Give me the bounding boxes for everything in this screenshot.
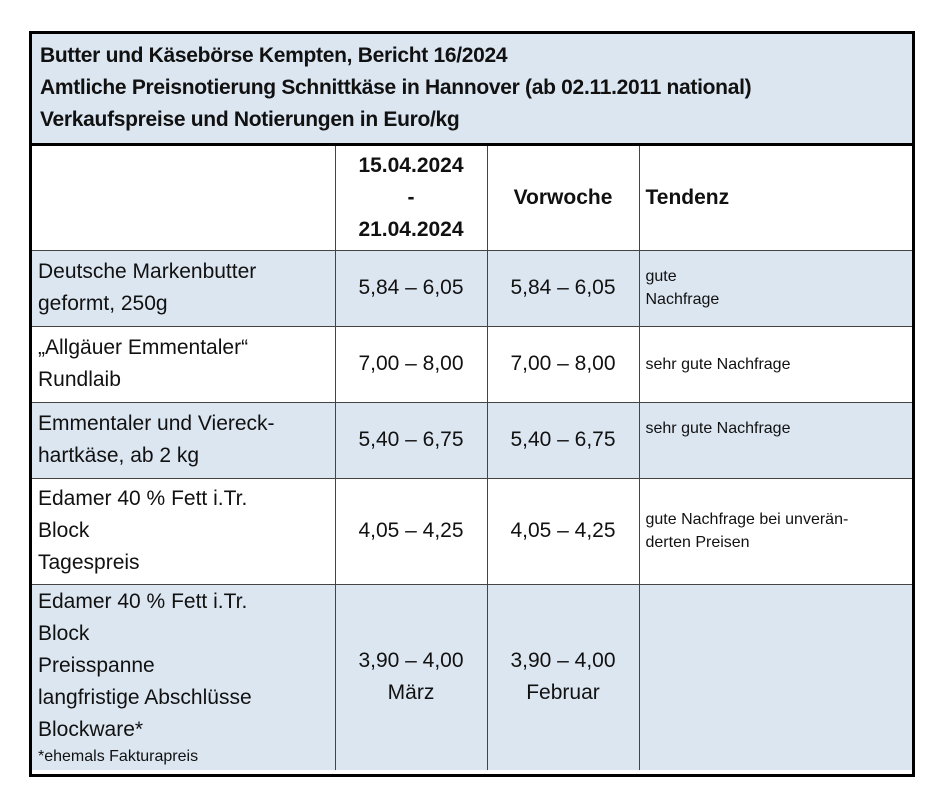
header-previous-week: Vorwoche <box>487 146 639 250</box>
product-line: Block <box>38 519 90 542</box>
trend-line: gute <box>645 268 677 285</box>
price-table <box>32 146 912 770</box>
previous-price: 5,40 – 6,75 <box>487 402 639 478</box>
trend-cell <box>639 250 912 326</box>
report-units: Verkaufspreise und Notierungen in Euro/kg <box>40 108 460 131</box>
product-line: „Allgäuer Emmentaler“ <box>38 336 249 359</box>
trend-line: derten Preisen <box>645 534 750 551</box>
report-subtitle: Amtliche Preisnotierung Schnittkäse in Hannover (ab 02.11.2011 national) <box>40 76 752 99</box>
trend-line: sehr gute Nachfrage <box>645 419 791 437</box>
current-price: 7,00 – 8,00 <box>335 326 487 402</box>
current-price: 5,40 – 6,75 <box>335 402 487 478</box>
product-line: geformt, 250g <box>38 292 168 315</box>
trend-cell <box>639 326 912 402</box>
trend-line: Nachfrage <box>645 291 720 308</box>
current-price-cell <box>335 584 487 770</box>
product-line: Block <box>38 622 90 646</box>
header-empty-cell <box>32 146 335 250</box>
product-line: Rundlaib <box>38 368 121 391</box>
previous-price: 4,05 – 4,25 <box>487 478 639 584</box>
previous-price: 3,90 – 4,00 <box>510 649 616 673</box>
current-price: 3,90 – 4,00 <box>358 649 464 673</box>
product-line: Edamer 40 % Fett i.Tr. <box>38 487 248 510</box>
price-report-table <box>29 31 915 777</box>
column-header-row <box>32 146 912 250</box>
product-cell <box>32 326 335 402</box>
trend-line: sehr gute Nachfrage <box>645 355 791 373</box>
previous-price: 7,00 – 8,00 <box>487 326 639 402</box>
table-row <box>32 250 912 326</box>
table-row <box>32 326 912 402</box>
product-line: Tagespreis <box>38 551 140 574</box>
trend-cell <box>639 402 912 478</box>
table-row <box>32 584 912 770</box>
current-period-start: 15.04.2024 <box>358 153 464 177</box>
report-title-block <box>32 34 912 146</box>
product-cell <box>32 478 335 584</box>
product-line: Deutsche Markenbutter <box>38 260 257 283</box>
product-line: hartkäse, ab 2 kg <box>38 444 200 467</box>
previous-price: 5,84 – 6,05 <box>487 250 639 326</box>
header-current-period <box>335 146 487 250</box>
product-cell <box>32 402 335 478</box>
product-line: Emmentaler und Viereck- <box>38 412 275 435</box>
report-title: Butter und Käsebörse Kempten, Bericht 16/2024 <box>40 44 508 67</box>
product-line: langfristige Abschlüsse <box>38 686 252 710</box>
product-cell <box>32 584 335 770</box>
product-cell <box>32 250 335 326</box>
previous-month: Februar <box>526 681 600 705</box>
trend-line: gute Nachfrage bei unverän- <box>645 511 849 528</box>
current-price: 5,84 – 6,05 <box>335 250 487 326</box>
current-period-separator: - <box>407 185 415 209</box>
previous-price-cell <box>487 584 639 770</box>
current-price: 4,05 – 4,25 <box>335 478 487 584</box>
trend-cell-empty <box>639 584 912 770</box>
header-trend: Tendenz <box>639 146 912 250</box>
current-month: März <box>387 681 435 705</box>
product-line: Blockware* <box>38 718 144 742</box>
table-row <box>32 402 912 478</box>
footnote: *ehemals Fakturapreis <box>38 748 199 766</box>
current-period-end: 21.04.2024 <box>358 217 464 241</box>
table-row <box>32 478 912 584</box>
product-line: Preisspanne <box>38 654 155 678</box>
product-line: Edamer 40 % Fett i.Tr. <box>38 590 248 614</box>
trend-cell <box>639 478 912 584</box>
